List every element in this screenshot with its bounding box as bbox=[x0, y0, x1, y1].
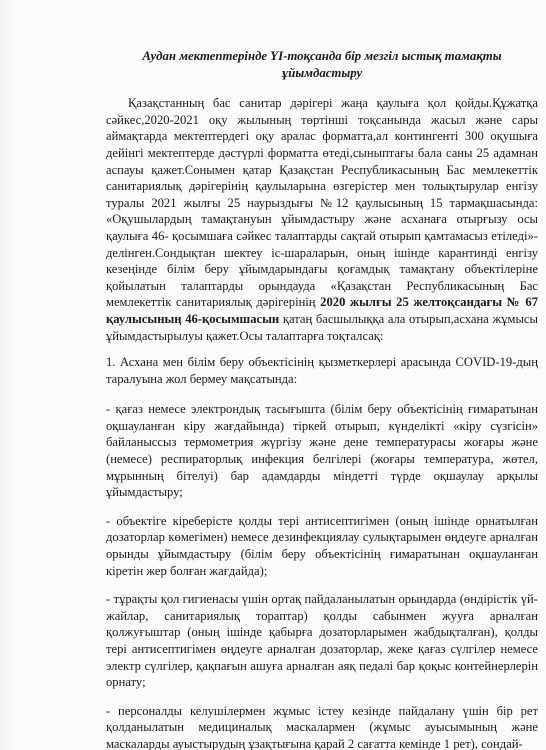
intro-text-bold: 2020 жылғы 25 желтоқсандағы № 67 қаулысының 46-қосымшасын bbox=[106, 295, 538, 326]
title-line-1: Аудан мектептерінде ҮІ-тоқсанда бір мезгіл ыстық тамақты bbox=[142, 49, 502, 63]
document-title bbox=[106, 48, 538, 81]
title-line-2: ұйымдастыру bbox=[281, 65, 363, 80]
list-item-4: - тұрақты қол гигиенасы үшін ортақ пайдаланылатын орындарда (өндірістік үй-жайлар, санитариялық тораптар) қолды сабынмен жууға арналған қолжуғыштар (оның ішінде қабырға дозаторларымен жабдықталған), қолды тері антисептигімен өңдеуге арналған дозаторлар, жеке қағаз сүлгілер немесе электр сүлгілер, қақпағын ашуға арналған аяқ педалі бар қоқыс контейнерлерін орнату; bbox=[106, 592, 538, 690]
list-item-3: - объектіге кіреберісте қолды тері антисептигімен (оның ішінде орнатылған дозаторлар көмегімен) немесе дезинфекциялау сулықтарымен өңдеуге арналған орынды ұйымдастыру (білім беру объектісінің ғимаратынан оқшауланған кіретін жер болған жағдайда); bbox=[106, 513, 538, 578]
document-body bbox=[106, 48, 538, 750]
list-item-5: - персоналды келушілермен жұмыс істеу кезінде пайдалану үшін бір рет қолданылатын медициналық маскалармен (жұмыс ауысымының және маскаларды ауыстырудың ұзақтығына қарай 2 сағатта кемінде 1 рет), сондай- bbox=[106, 703, 538, 750]
intro-text-part-2: қатаң басшылыққа ала отырып,асхана жұмысы ұйымдастырылуы қажет.Осы талаптарға тоқталсақ: bbox=[106, 311, 538, 343]
list-item-2: - қағаз немесе электрондық тасығышта (білім беру объектісінің ғимаратынан оқшауланған кіру жағдайында) тіркей отырып, күнделікті «кіру сүзгісін» байланыссыз термометрия жүргізу және дене температурасы жоғары және (немесе) респираторлық инфекция белгілері (жоғары температура, жөтел, мұрынның бітелуі) бар адамдарды міндетті түрде оқшаулау арқылы ұйымдастыру; bbox=[106, 402, 538, 500]
intro-paragraph bbox=[106, 95, 538, 344]
list-item-1: 1. Асхана мен білім беру объектісінің қызметкерлері арасында COVID-19-дың таралуына жол бермеу мақсатында: bbox=[106, 355, 538, 386]
intro-text-part-1: Қазақстанның бас санитар дәрігері жаңа қаулыға қол қойды.Құжатқа сәйкес,2020-2021 оқу жылының төртінші тоқсанында жасыл және сары аймақтарда мектептердегі оқу аралас форматта,ал контингенті 300 оқушыға дейінгі мектептерде дәстүрлі форматта өтеді,сыныптағы бала саны 25 адамнан аспауы қажет.Сонымен қатар Қазақстан Республикасының Бас мемлекеттік санитариялық дәрігерінің қаулыларына өзгерістер мен толықтырулар енгізу туралы 2021 жылғы 25 наурыздығы №12 қаулысының 15 тармақшасында: «Оқушылардың тамақтануын ұйымдастыру және асханаға отырғызу осы қаулыға 46- қосымшаға сәйкес талаптарды сақтай отырып қамтамасыз етіледі»-делінген.Сондықтан шектеу іс-шараларын, оның ішінде карантинді енгізу кезеңінде білім беру ұйымдарындағы қоғамдық тамақтану объектілеріне қойылатын талаптарды орындауда «Қазақстан Республикасының Бас мемлекеттік санитариялық дәрігерінің bbox=[106, 96, 538, 310]
